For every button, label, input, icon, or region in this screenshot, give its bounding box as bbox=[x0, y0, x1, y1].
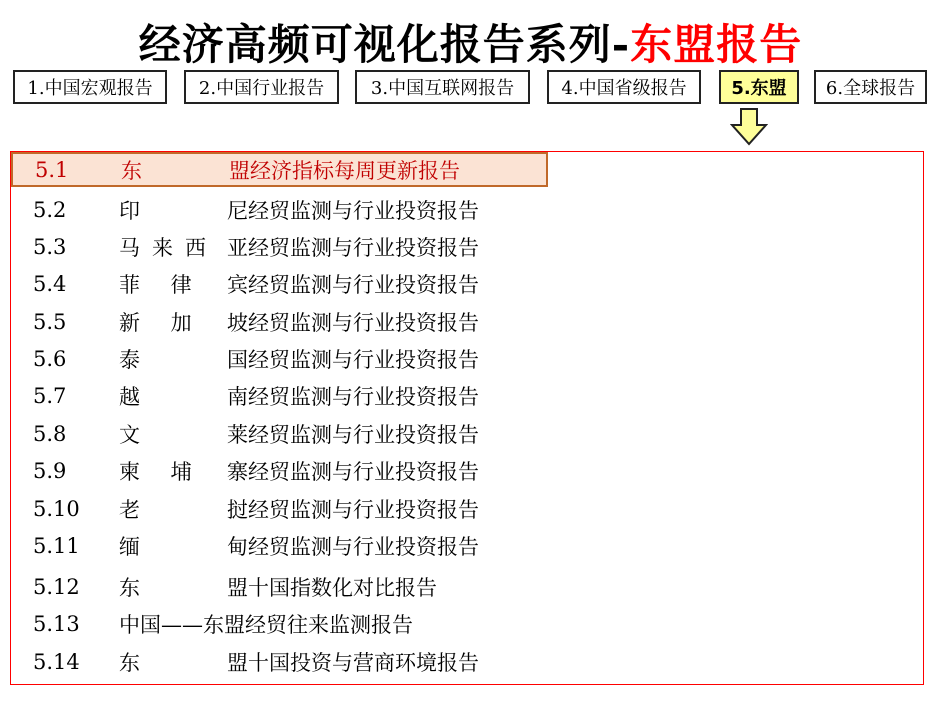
report-item-5-2[interactable] bbox=[11, 194, 548, 226]
report-region: 菲 律 bbox=[119, 273, 204, 297]
report-title: 尼经贸监测与行业投资报告 bbox=[227, 199, 479, 223]
report-title: 国经贸监测与行业投资报告 bbox=[227, 348, 479, 372]
page-title-main: 经济高频可视化报告系列- bbox=[138, 20, 631, 69]
report-region: 新 加 bbox=[119, 311, 204, 335]
report-region: 印 bbox=[119, 199, 152, 223]
tab-asean[interactable]: 5.东盟 bbox=[719, 70, 799, 104]
report-item-5-9[interactable] bbox=[11, 455, 548, 487]
report-title: 亚经贸监测与行业投资报告 bbox=[227, 236, 479, 260]
report-title: 盟十国投资与营商环境报告 bbox=[227, 651, 479, 675]
report-number: 5.3 bbox=[33, 235, 67, 259]
report-region: 文 bbox=[119, 423, 152, 447]
report-title: 南经贸监测与行业投资报告 bbox=[227, 385, 479, 409]
report-title: 宾经贸监测与行业投资报告 bbox=[227, 273, 479, 297]
report-region: 缅 bbox=[119, 535, 152, 559]
report-title: 挝经贸监测与行业投资报告 bbox=[227, 498, 479, 522]
report-region: 柬 埔 bbox=[119, 460, 204, 484]
report-item-5-8[interactable] bbox=[11, 418, 548, 450]
report-title: 莱经贸监测与行业投资报告 bbox=[227, 423, 479, 447]
report-number: 5.5 bbox=[33, 310, 67, 334]
report-item-5-6[interactable] bbox=[11, 343, 548, 375]
report-number: 5.1 bbox=[35, 157, 69, 182]
report-item-5-10[interactable] bbox=[11, 493, 548, 525]
report-number: 5.10 bbox=[33, 497, 80, 521]
report-number: 5.13 bbox=[33, 612, 80, 636]
report-number: 5.4 bbox=[33, 272, 67, 296]
report-item-5-13[interactable] bbox=[11, 608, 548, 640]
report-region: 老 bbox=[119, 498, 152, 522]
report-title: 甸经贸监测与行业投资报告 bbox=[227, 535, 479, 559]
report-item-5-5[interactable] bbox=[11, 306, 548, 338]
tab-china-macro[interactable]: 1.中国宏观报告 bbox=[13, 70, 167, 104]
report-title: 中国——东盟经贸往来监测报告 bbox=[119, 613, 413, 637]
report-number: 5.14 bbox=[33, 650, 80, 674]
report-number: 5.12 bbox=[33, 575, 80, 599]
report-region: 马来西 bbox=[119, 236, 218, 260]
tab-global[interactable]: 6.全球报告 bbox=[814, 70, 927, 104]
page-title-accent: 东盟报告 bbox=[630, 20, 803, 69]
report-list bbox=[10, 151, 924, 685]
report-region: 东 bbox=[119, 576, 152, 600]
report-region: 东 bbox=[121, 158, 154, 183]
report-item-5-3[interactable] bbox=[11, 231, 548, 263]
report-item-5-12[interactable] bbox=[11, 571, 548, 603]
page-title bbox=[0, 12, 941, 72]
report-item-5-4[interactable] bbox=[11, 268, 548, 300]
tab-china-industry[interactable]: 2.中国行业报告 bbox=[184, 70, 339, 104]
report-item-5-1[interactable] bbox=[11, 152, 548, 187]
report-number: 5.8 bbox=[33, 422, 67, 446]
report-item-5-11[interactable] bbox=[11, 530, 548, 562]
report-title: 盟经济指标每周更新报告 bbox=[229, 158, 460, 183]
report-number: 5.7 bbox=[33, 384, 67, 408]
report-number: 5.11 bbox=[33, 534, 80, 558]
tab-china-internet[interactable]: 3.中国互联网报告 bbox=[355, 70, 530, 104]
report-number: 5.9 bbox=[33, 459, 67, 483]
report-title: 坡经贸监测与行业投资报告 bbox=[227, 311, 479, 335]
report-title: 寨经贸监测与行业投资报告 bbox=[227, 460, 479, 484]
report-region: 越 bbox=[119, 385, 152, 409]
report-item-5-14[interactable] bbox=[11, 646, 548, 678]
report-number: 5.6 bbox=[33, 347, 67, 371]
report-item-5-7[interactable] bbox=[11, 380, 548, 412]
report-region: 泰 bbox=[119, 348, 152, 372]
report-tabs bbox=[0, 70, 941, 106]
report-number: 5.2 bbox=[33, 198, 67, 222]
report-title: 盟十国指数化对比报告 bbox=[227, 576, 437, 600]
down-arrow-icon bbox=[730, 108, 768, 146]
report-region: 东 bbox=[119, 651, 152, 675]
tab-china-provincial[interactable]: 4.中国省级报告 bbox=[547, 70, 701, 104]
